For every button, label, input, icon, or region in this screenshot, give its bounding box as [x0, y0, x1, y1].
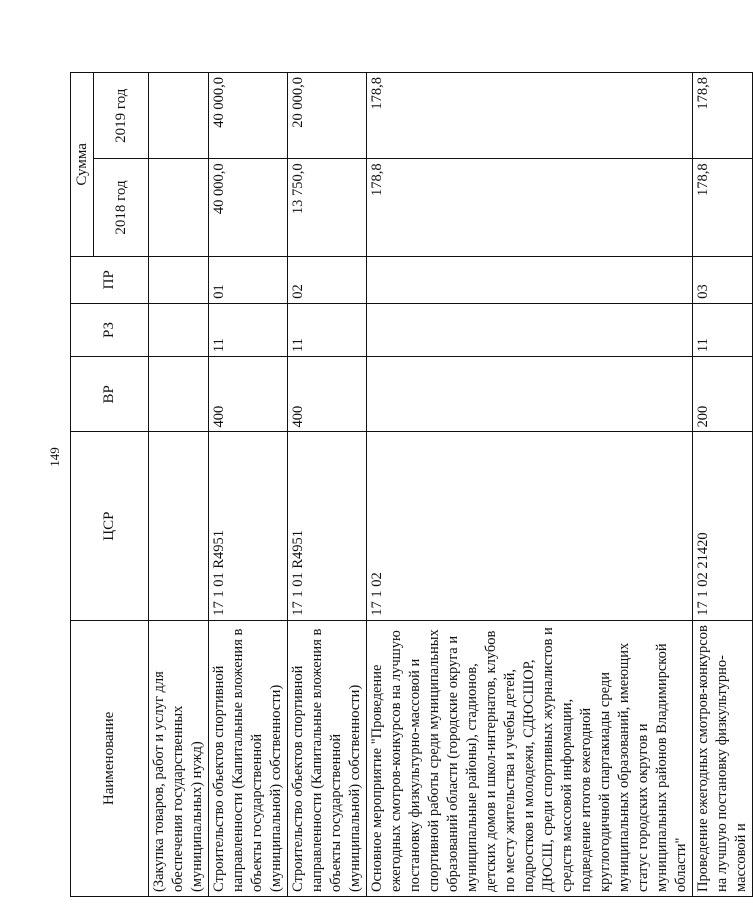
cell-rz: 11: [693, 303, 753, 356]
cell-rz: 11: [288, 303, 367, 356]
header-sum: Сумма: [71, 73, 94, 257]
cell-vr: 200: [693, 357, 753, 432]
header-pr: ПР: [71, 256, 149, 303]
cell-rz: [149, 303, 209, 356]
cell-pr: [149, 256, 209, 303]
cell-csr: 17 1 01 R4951: [288, 432, 367, 620]
table-row: [149, 73, 209, 897]
header-name: Наименование: [71, 620, 149, 896]
cell-2019: 20 000,0: [288, 73, 367, 159]
budget-table: [70, 72, 753, 897]
cell-rz: [367, 303, 693, 356]
cell-2019: 178,8: [367, 73, 693, 159]
cell-pr: 01: [209, 256, 288, 303]
cell-vr: [149, 357, 209, 432]
cell-name: Строительство объектов спортивной направленности (Капитальные вложения в объекты государственной (муниципальной) собственности): [288, 620, 367, 896]
cell-rz: 11: [209, 303, 288, 356]
cell-vr: 400: [288, 357, 367, 432]
table-row: [367, 73, 693, 897]
header-csr: ЦСР: [71, 432, 149, 620]
cell-csr: 17 1 02 21420: [693, 432, 753, 620]
cell-csr: 17 1 02: [367, 432, 693, 620]
cell-name: Основное мероприятие "Проведение ежегодных смотров-конкурсов на лучшую постановку физкультурно-массовой и спортивной работы среди муниципальных образований области (городские округа и муниципальные районы), стадионов, детских домов и школ-интернатов, клубов по месту жительства и учебы детей, подростков и молодежи, СДЮСШОР, ДЮСШ, среди спортивных журналистов и средств массовой информации, подведение итогов ежегодной круглогодичной спартакиады среди муниципальных образований, имеющих статус городских округов и муниципальных районов Владимирской области": [367, 620, 693, 896]
header-year-2019: 2019 год: [94, 73, 149, 159]
cell-pr: 03: [693, 256, 753, 303]
header-rz: РЗ: [71, 303, 149, 356]
table-row: [693, 73, 753, 897]
cell-vr: [367, 357, 693, 432]
cell-2018: 178,8: [367, 159, 693, 256]
table-row: [209, 73, 288, 897]
cell-csr: [149, 432, 209, 620]
cell-2018: 40 000,0: [209, 159, 288, 256]
cell-2018: 178,8: [693, 159, 753, 256]
cell-pr: 02: [288, 256, 367, 303]
header-year-2018: 2018 год: [94, 159, 149, 256]
cell-name: (Закупка товаров, работ и услуг для обеспечения государственных (муниципальных) нужд): [149, 620, 209, 896]
page-number: 149: [47, 447, 62, 467]
cell-csr: 17 1 01 R4951: [209, 432, 288, 620]
header-row-top: [71, 73, 94, 897]
cell-2018: 13 750,0: [288, 159, 367, 256]
cell-2018: [149, 159, 209, 256]
cell-name: Проведение ежегодных смотров-конкурсов на лучшую постановку физкультурно-массовой и: [693, 620, 753, 896]
header-vr: ВР: [71, 357, 149, 432]
cell-2019: [149, 73, 209, 159]
cell-vr: 400: [209, 357, 288, 432]
cell-2019: 178,8: [693, 73, 753, 159]
table-row: [288, 73, 367, 897]
budget-table-container: [70, 72, 749, 897]
cell-2019: 40 000,0: [209, 73, 288, 159]
cell-name: Строительство объектов спортивной направленности (Капитальные вложения в объекты государственной (муниципальной) собственности): [209, 620, 288, 896]
cell-pr: [367, 256, 693, 303]
